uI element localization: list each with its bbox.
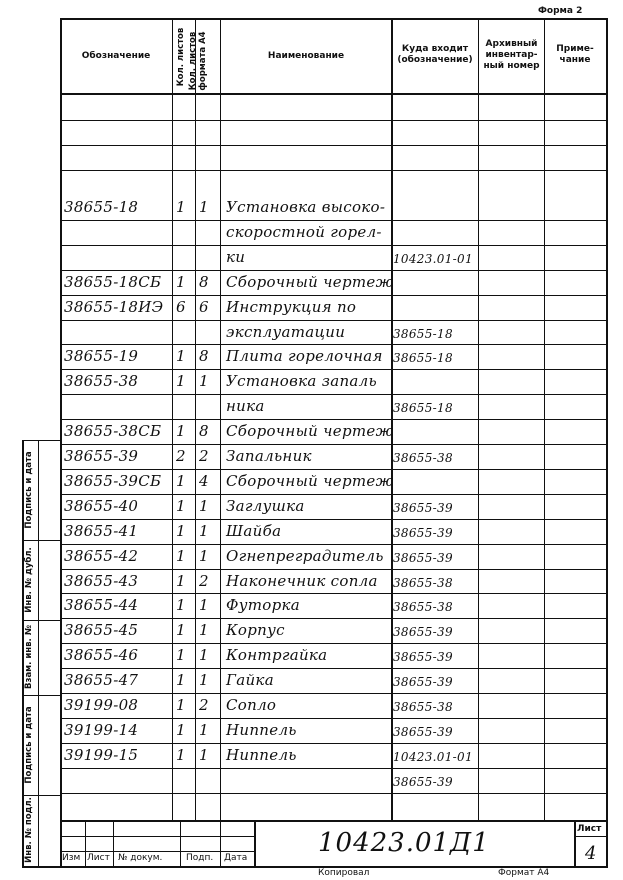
row-sheets: 1	[176, 347, 186, 366]
row-name: Сопло	[226, 696, 277, 714]
row-sheets: 1	[176, 546, 186, 565]
row-a4: 1	[199, 621, 209, 640]
row-where: 38655-39	[393, 675, 453, 690]
row-designation: 39199-08	[64, 696, 139, 714]
row-sheets: 1	[176, 596, 186, 615]
row-sheets: 1	[176, 646, 186, 665]
row-designation: 38655-38СБ	[64, 422, 162, 441]
row-name: Корпус	[226, 621, 285, 640]
row-sheets: 1	[176, 198, 186, 216]
tb-v-2	[113, 820, 114, 866]
row-designation: 38655-43	[64, 571, 139, 590]
header-name: Наименование	[267, 50, 345, 61]
row-a4: 1	[199, 521, 209, 540]
row-designation: 38655-38	[64, 372, 139, 391]
row-a4: 8	[199, 272, 209, 291]
row-sheets: 1	[176, 372, 186, 391]
row-designation: 39199-14	[64, 720, 139, 739]
row-where: 38655-39	[393, 724, 453, 739]
row-line	[60, 295, 608, 296]
header-note: Приме- чание	[556, 44, 594, 65]
header-sheets-a4: Кол. листов формата А4	[188, 31, 208, 91]
row-name: ки	[226, 247, 246, 266]
row-line	[60, 569, 608, 570]
row-name: ника	[226, 397, 265, 416]
row-where: 38655-39	[393, 550, 453, 565]
row-where: 38655-39	[393, 650, 453, 665]
row-name: Заглушка	[226, 496, 305, 515]
row-a4: 1	[199, 198, 209, 216]
side-strip-inner	[38, 440, 39, 866]
row-a4: 2	[199, 696, 209, 714]
row-line	[60, 793, 608, 794]
tb-izm: Изм	[62, 853, 81, 863]
row-a4: 8	[199, 347, 209, 366]
doc-code: 10423.01Д1	[318, 828, 490, 858]
row-where: 10423.01-01	[393, 251, 473, 266]
tb-line-2	[60, 851, 254, 852]
tb-v-6	[574, 820, 576, 866]
empty-row-line	[60, 170, 608, 171]
row-name: Контргайка	[226, 646, 328, 665]
row-sheets: 1	[176, 571, 186, 590]
row-where: 38655-38	[393, 575, 453, 590]
row-sheets: 1	[176, 521, 186, 540]
row-line	[60, 519, 608, 520]
row-designation: 38655-19	[64, 347, 139, 366]
row-where: 38655-38	[393, 600, 453, 615]
row-a4: 2	[199, 571, 209, 590]
row-a4: 4	[199, 471, 209, 490]
side-label-inv-dubl: Инв. № дубл.	[24, 547, 34, 613]
row-a4: 1	[199, 496, 209, 515]
row-a4: 8	[199, 422, 209, 441]
row-name: Футорка	[226, 596, 301, 615]
row-line	[60, 718, 608, 719]
row-line	[60, 320, 608, 321]
row-where: 38655-38	[393, 700, 453, 714]
tb-v-4	[220, 820, 221, 866]
row-name: Гайка	[226, 671, 274, 690]
row-name: Ниппель	[226, 720, 297, 739]
row-sheets: 1	[176, 696, 186, 714]
tb-podp: Подп.	[186, 853, 214, 863]
row-line	[60, 270, 608, 271]
tb-v-5	[254, 820, 256, 866]
row-sheets: 1	[176, 471, 186, 490]
sheet-label: Лист	[577, 824, 602, 834]
row-line	[60, 220, 608, 221]
row-designation: 38655-39	[64, 447, 139, 465]
side-label-inv-podl: Инв. № подл.	[24, 797, 34, 863]
row-sheets: 1	[176, 671, 186, 690]
row-line	[60, 593, 608, 594]
row-where: 38655-18	[393, 401, 453, 416]
tb-v-3	[180, 820, 181, 866]
row-a4: 2	[199, 447, 209, 465]
row-name: Установка запаль	[226, 372, 377, 391]
tb-sheet-line	[574, 836, 607, 837]
header-designation: Обозначение	[81, 50, 151, 61]
side-label-vzam-inv: Взам. инв. №	[24, 625, 34, 689]
row-name: Плита горелочная	[226, 347, 383, 366]
row-line	[60, 419, 608, 420]
row-line	[60, 494, 608, 495]
row-name: скоростной горел-	[226, 222, 382, 241]
row-name: Сборочный чертеж	[226, 422, 393, 441]
row-where: 38655-39	[393, 774, 453, 789]
sheet-number: 4	[585, 843, 597, 864]
row-line	[60, 668, 608, 669]
footer-copied: Копировал	[318, 868, 370, 878]
row-where: 10423.01-01	[393, 749, 473, 764]
row-a4: 1	[199, 596, 209, 615]
empty-row-line	[60, 145, 608, 146]
row-sheets: 1	[176, 272, 186, 291]
row-sheets: 1	[176, 621, 186, 640]
row-sheets: 1	[176, 745, 186, 764]
row-name: Установка высоко-	[226, 198, 386, 216]
row-line	[60, 643, 608, 644]
row-name: Наконечник сопла	[226, 571, 378, 590]
row-line	[60, 444, 608, 445]
row-where: 38655-38	[393, 451, 453, 465]
row-name: эксплуатации	[226, 322, 346, 341]
row-designation: 38655-40	[64, 496, 139, 515]
row-a4: 1	[199, 372, 209, 391]
row-a4: 1	[199, 646, 209, 665]
row-line	[60, 344, 608, 345]
row-designation: 38655-45	[64, 621, 139, 640]
row-sheets: 1	[176, 720, 186, 739]
empty-row-line	[60, 120, 608, 121]
header-sheets-count: Кол. листов	[176, 27, 186, 87]
row-line	[60, 394, 608, 395]
row-designation: 38655-42	[64, 546, 139, 565]
side-label-sign-date-2: Подпись и дата	[24, 706, 34, 784]
tb-list: Лист	[87, 853, 110, 863]
row-designation: 38655-44	[64, 596, 139, 615]
row-line	[60, 245, 608, 246]
row-a4: 1	[199, 546, 209, 565]
row-name: Огнепреградитель	[226, 546, 384, 565]
tb-v-1	[85, 820, 86, 866]
row-where: 38655-18	[393, 326, 453, 341]
header-where-used: Куда входит (обозначение)	[397, 44, 473, 65]
row-line	[60, 618, 608, 619]
row-line	[60, 469, 608, 470]
row-line	[60, 743, 608, 744]
row-line	[60, 693, 608, 694]
row-sheets: 1	[176, 422, 186, 441]
row-line	[60, 544, 608, 545]
side-label-sign-date-1: Подпись и дата	[24, 451, 34, 529]
row-name: Шайба	[226, 521, 282, 540]
row-where: 38655-18	[393, 351, 453, 366]
row-name: Сборочный чертеж	[226, 272, 393, 291]
title-block-top	[60, 820, 608, 822]
row-a4: 1	[199, 720, 209, 739]
tb-data: Дата	[224, 853, 248, 863]
row-a4: 1	[199, 671, 209, 690]
row-designation: 38655-47	[64, 671, 139, 690]
row-name: Запальник	[226, 447, 312, 465]
header-bottom	[60, 93, 608, 95]
row-line	[60, 768, 608, 769]
row-designation: 38655-18	[64, 198, 139, 216]
header-archive-no: Архивный инвентар- ный номер	[483, 38, 540, 71]
row-designation: 39199-15	[64, 745, 139, 764]
row-line	[60, 369, 608, 370]
row-sheets: 2	[176, 447, 186, 465]
row-designation: 38655-46	[64, 646, 139, 665]
footer-format: Формат А4	[498, 868, 550, 878]
row-where: 38655-39	[393, 525, 453, 540]
row-designation: 38655-41	[64, 521, 139, 540]
row-sheets: 6	[176, 297, 186, 316]
tb-doc-no: № докум.	[118, 853, 163, 863]
row-designation: 38655-18ИЭ	[64, 297, 164, 316]
row-name: Инструкция по	[226, 297, 357, 316]
row-a4: 1	[199, 745, 209, 764]
row-sheets: 1	[176, 496, 186, 515]
row-name: Ниппель	[226, 745, 297, 764]
tb-line-1	[60, 836, 254, 837]
row-designation: 38655-39СБ	[64, 471, 162, 490]
row-where: 38655-39	[393, 500, 453, 515]
form-label: Форма 2	[538, 6, 583, 16]
row-a4: 6	[199, 297, 209, 316]
row-name: Сборочный чертеж	[226, 471, 393, 490]
row-designation: 38655-18СБ	[64, 272, 162, 291]
row-where: 38655-39	[393, 625, 453, 640]
